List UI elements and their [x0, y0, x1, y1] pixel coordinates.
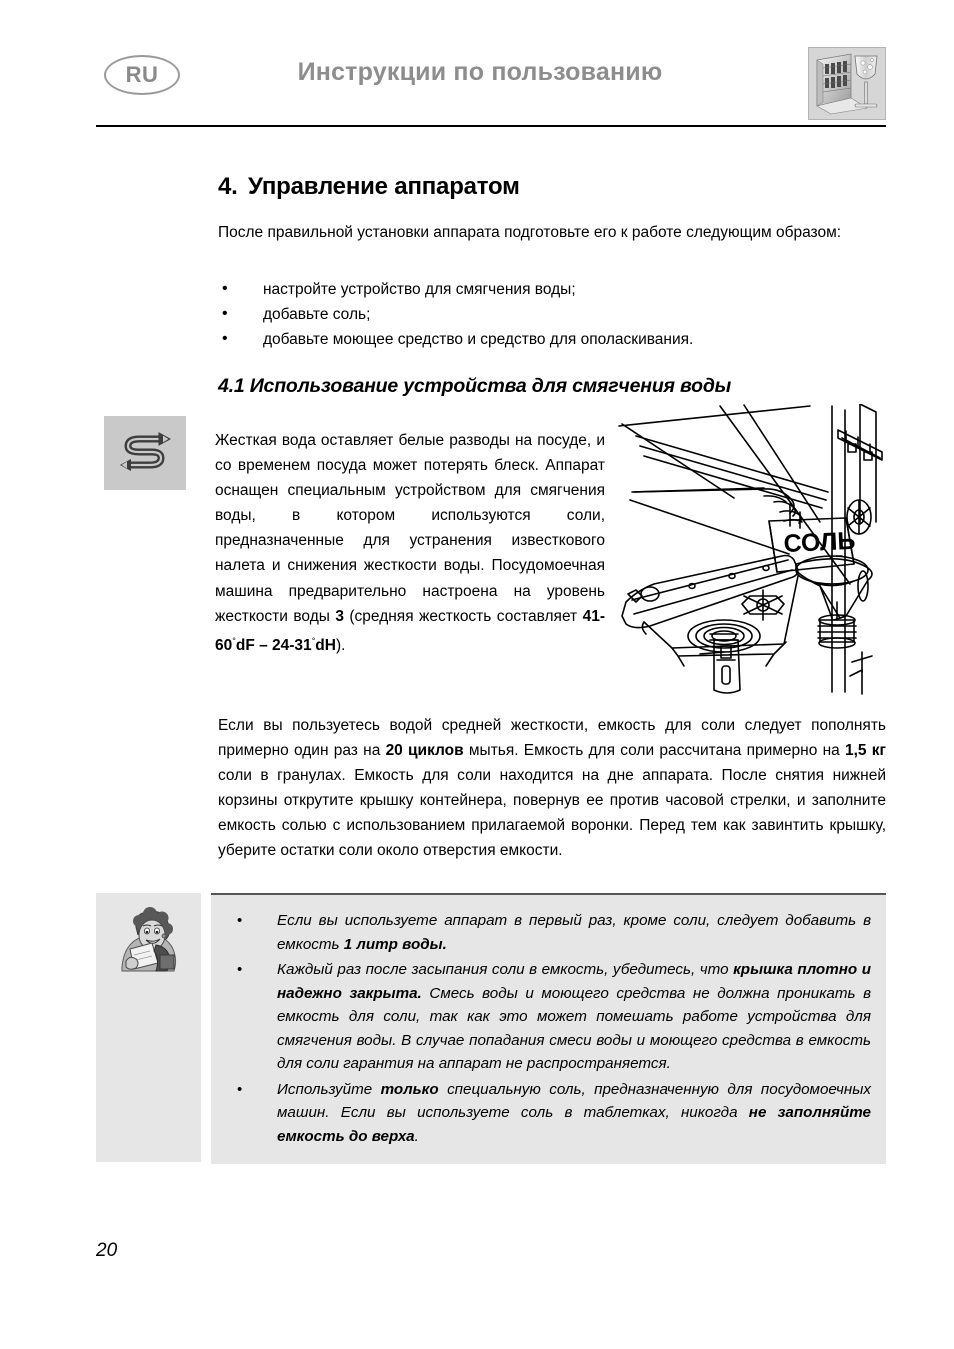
hardness-range-1: 41-60	[215, 607, 605, 654]
list-item	[231, 1078, 871, 1149]
hardness-level-value: 3	[335, 607, 344, 625]
setup-steps-list	[218, 277, 886, 352]
advisor-character-svg	[112, 905, 186, 979]
salt-filling-line-drawing	[614, 404, 886, 696]
note-icon-panel	[96, 893, 201, 1162]
softener-description-text	[215, 428, 605, 658]
list-item: • добавьте моющее средство и средство для ополаскивания.	[218, 327, 886, 352]
note3-part1: Используйте	[277, 1080, 381, 1098]
salt-para-part2: мытья. Емкость для соли рассчитана примерно на	[463, 742, 845, 760]
softener-text-part1: Жесткая вода оставляет белые разводы на посуде, и со временем посуда может потерять блеск. Аппарат оснащен специальным устройством для смягчения воды, в котором используются соли, предназначенные для устранения известкового налета и снижения жесткости воды. Посудомоечная машина предварительно настроена на уровень жесткости воды	[215, 432, 605, 625]
note-panel	[211, 893, 886, 1164]
hardness-range-2: 24-31	[272, 636, 312, 654]
section-heading	[218, 173, 520, 201]
page-number: 20	[96, 1240, 118, 1261]
section-title: Управление аппаратом	[248, 173, 520, 200]
note2-part2: Смесь воды и моющего средства не должна проникать в емкость для соли, так как это может помешать работе устройства для смягчения воды. В случае попадания смеси воды и моющего средства в емкость для соли гарантия на аппарат не распространяется.	[277, 984, 871, 1072]
salt-carton-label: СОЛЬ	[783, 526, 856, 558]
header-divider	[96, 125, 886, 127]
softener-text-part3: ).	[335, 636, 346, 654]
list-item: • настройте устройство для смягчения воды;	[218, 277, 886, 302]
note-items-list	[231, 909, 871, 1150]
note3-part3: .	[414, 1127, 419, 1145]
hardness-unit-1: dF	[235, 636, 255, 654]
note3-bold1: только	[380, 1080, 439, 1098]
list-item	[231, 909, 871, 956]
cartoon-advisor-character-icon	[112, 905, 186, 979]
note3-bold2: не заполняйте емкость до верха	[277, 1104, 871, 1145]
dishwasher-wineglass-svg	[809, 48, 885, 119]
water-softener-s-arrow-icon	[119, 431, 171, 475]
salt-para-part1: Если вы пользуетесь водой средней жесткости, емкость для соли следует пополнять примерно один раз на	[218, 717, 886, 760]
page-title: Инструкции по пользованию	[297, 58, 663, 86]
cycles-count: 20 циклов	[385, 742, 464, 760]
softener-text-part2: (средняя жесткость составляет	[343, 607, 583, 625]
note3-part2: специальную соль, предназначенную для посудомоечных машин. Если вы используете соль в таблетках, никогда	[277, 1080, 871, 1121]
hardness-dash: –	[254, 636, 273, 654]
salt-capacity: 1,5 кг	[845, 742, 886, 760]
salt-filling-illustration	[614, 404, 886, 696]
note1-bold1: 1 литр воды.	[343, 935, 447, 953]
degree-symbol-1: °	[232, 635, 236, 646]
section-intro: После правильной установки аппарата подготовьте его к работе следующим образом:	[218, 224, 842, 241]
dishwasher-wineglass-icon	[808, 47, 886, 120]
note2-part1: Каждый раз после засыпания соли в емкость, убедитесь, что	[277, 961, 734, 978]
page-header	[0, 0, 954, 130]
subsection-heading: 4.1 Использование устройства для смягчения воды	[218, 375, 732, 397]
list-item: • добавьте соль;	[218, 302, 886, 327]
note1-part1: Если вы используете аппарат в первый раз, кроме соли, следует добавить в емкость	[277, 912, 871, 953]
salt-usage-paragraph	[218, 713, 886, 864]
section-number: 4.	[218, 173, 238, 200]
degree-symbol-2: °	[311, 635, 316, 646]
locale-badge: RU	[104, 55, 180, 95]
list-item	[231, 958, 871, 1076]
salt-para-part3: соли в гранулах. Емкость для соли находится на дне аппарата. После снятия нижней корзины открутите крышку контейнера, повернув ее против часовой стрелки, и заполните емкость солью с использованием прилагаемой воронки. Перед тем как завинтить крышку, уберите остатки соли около отверстия емкости.	[218, 767, 886, 860]
note2-bold1: крышка плотно и надежно закрыта.	[277, 961, 871, 1002]
water-softener-icon-box	[104, 416, 186, 490]
hardness-unit-2: dH	[315, 636, 336, 654]
